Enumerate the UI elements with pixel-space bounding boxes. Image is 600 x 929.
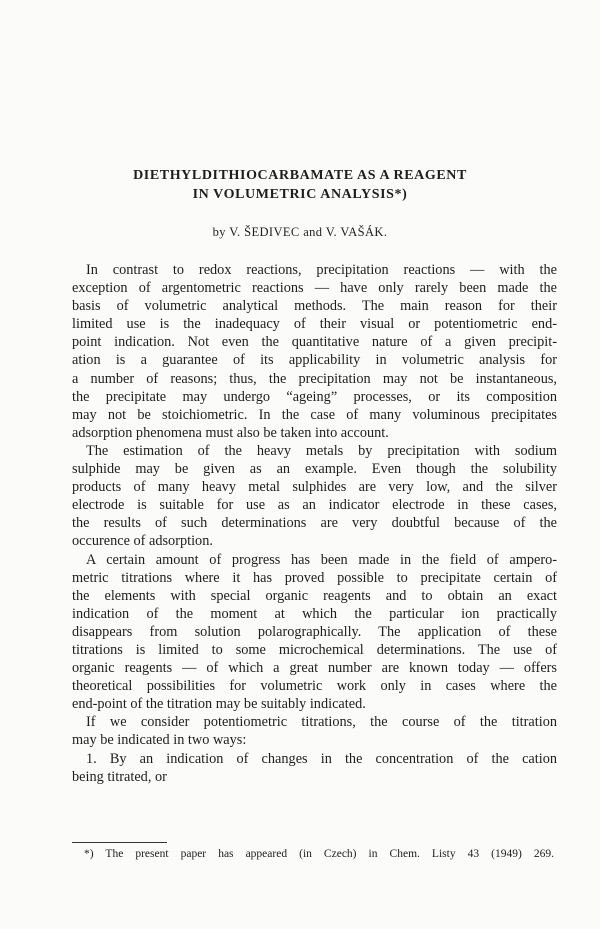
body-line: The estimation of the heavy metals by precipitation with sodium <box>86 442 557 459</box>
body-line: exception of argentometric reactions — have only rarely been made the <box>72 280 557 297</box>
body-line: basis of volumetric analytical methods. The main reason for their <box>72 298 557 315</box>
article-title-line-1: DIETHYLDITHIOCARBAMATE AS A REAGENT <box>133 168 467 183</box>
body-line: theoretical possibilities for volumetric work only in cases where the <box>72 678 557 695</box>
body-line: If we consider potentiometric titrations, the course of the titration <box>86 714 557 731</box>
body-line: the elements with special organic reagents and to obtain an exact <box>72 587 557 604</box>
body-line: electrode is suitable for use as an indicator electrode in these cases, <box>72 497 557 514</box>
body-line: end-point of the titration may be suitably indicated. <box>72 696 366 713</box>
body-line: ation is a guarantee of its applicability in volumetric analysis for <box>72 352 557 369</box>
author-byline: by V. ŠEDIVEC and V. VAŠÁK. <box>212 225 388 239</box>
body-line: products of many heavy metal sulphides are very low, and the silver <box>72 479 557 496</box>
footnote-divider <box>72 842 167 843</box>
body-line: limited use is the inadequacy of their visual or potentiometric end- <box>72 316 557 333</box>
body-line: organic reagents — of which a great number are known today — offers <box>72 660 557 677</box>
article-title-line-2: IN VOLUMETRIC ANALYSIS*) <box>192 187 408 202</box>
body-line: the results of such determinations are very doubtful because of the <box>72 515 557 532</box>
body-line: disappears from solution polarographically. The application of these <box>72 623 557 640</box>
body-line: may not be stoichiometric. In the case of many voluminous precipitates <box>72 406 557 423</box>
body-line: may be indicated in two ways: <box>72 732 247 749</box>
body-line: the precipitate may undergo “ageing” processes, or its composition <box>72 388 557 405</box>
body-line: titrations is limited to some microchemical determinations. The use of <box>72 641 557 658</box>
article-body <box>72 261 557 786</box>
body-line: A certain amount of progress has been made in the field of ampero- <box>86 551 557 568</box>
body-line: adsorption phenomena must also be taken into account. <box>72 424 389 441</box>
body-line: point indication. Not even the quantitative nature of a given precipit- <box>72 334 557 351</box>
body-line: sulphide may be given as an example. Even though the solubility <box>72 461 557 478</box>
body-line: occurence of adsorption. <box>72 533 213 550</box>
body-line: 1. By an indication of changes in the concentration of the cation <box>86 750 557 767</box>
footnote: *) The present paper has appeared (in Czech) in Chem. Listy 43 (1949) 269. <box>84 848 554 860</box>
body-line: indication of the moment at which the particular ion practically <box>72 605 557 622</box>
body-line: metric titrations where it has proved possible to precipitate certain of <box>72 569 557 586</box>
body-line: In contrast to redox reactions, precipitation reactions — with the <box>86 262 557 278</box>
body-line: a number of reasons; thus, the precipitation may not be instantaneous, <box>72 370 557 387</box>
body-line: being titrated, or <box>72 768 167 785</box>
